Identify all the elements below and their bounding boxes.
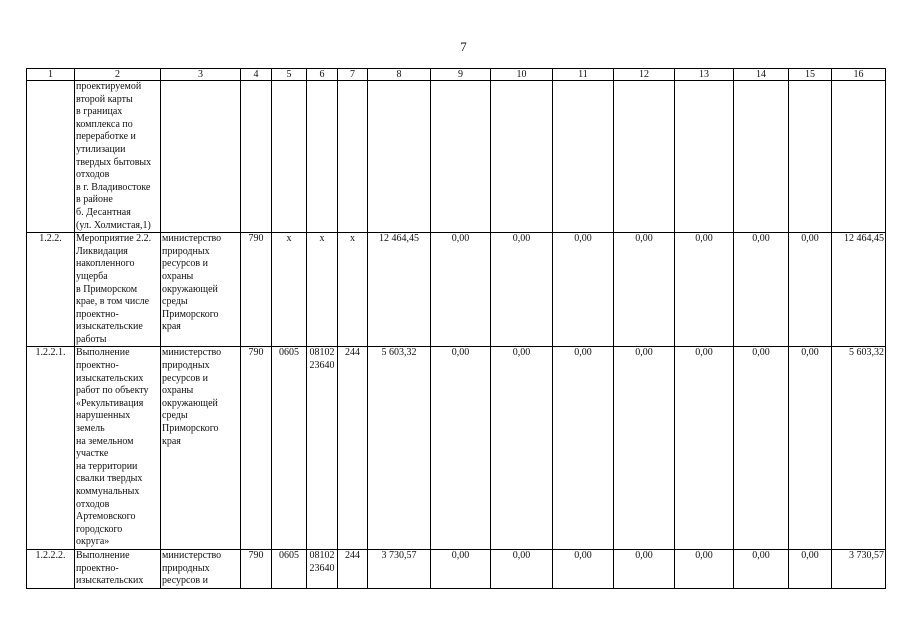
cell-value: 244 [338,549,368,588]
cell-value: 5 603,32 [368,347,431,550]
cell-value: 0,00 [734,347,789,550]
row-code [27,81,75,233]
table-row [27,347,886,550]
column-header: 1 [27,69,75,81]
cell-value: 0,00 [789,347,832,550]
cell-value: 0,00 [491,549,553,588]
column-header: 4 [241,69,272,81]
cell-value [241,81,272,233]
table-row [27,81,886,233]
row-code: 1.2.2.1. [27,347,75,550]
row-description: Мероприятие 2.2. Ликвидация накопленного ущерба в Приморском крае, в том числе проектно- изыскательские работы [75,233,161,347]
cell-value [553,81,614,233]
cell-value: 790 [241,549,272,588]
row-description: Выполнение проектно- изыскательских работ по объекту «Рекультивация нарушенных земель на земельном участке на территории свалки твердых коммунальных отходов Артемовского городского округа» [75,347,161,550]
cell-value: 08102 23640 [307,347,338,550]
cell-value: 0,00 [614,233,675,347]
cell-value: 0,00 [789,233,832,347]
column-header: 2 [75,69,161,81]
cell-value [338,81,368,233]
table-header-row [27,69,886,81]
column-header: 16 [832,69,886,81]
cell-value: 3 730,57 [368,549,431,588]
row-description: проектируемой второй карты в границах комплекса по переработке и утилизации твердых бытовых отходов в г. Владивостоке в районе б. Десантная (ул. Холмистая,1) [75,81,161,233]
column-header: 7 [338,69,368,81]
row-executor: министерство природных ресурсов и охраны окружающей среды Приморского края [161,347,241,550]
cell-value: 0,00 [734,549,789,588]
column-header: 12 [614,69,675,81]
cell-value [675,81,734,233]
column-header: 10 [491,69,553,81]
budget-table [26,68,886,589]
cell-value [307,81,338,233]
cell-value: 0,00 [789,549,832,588]
column-header: 14 [734,69,789,81]
cell-value [368,81,431,233]
cell-value: 0,00 [675,233,734,347]
column-header: 5 [272,69,307,81]
table-row [27,233,886,347]
row-code: 1.2.2.2. [27,549,75,588]
cell-value: 0605 [272,549,307,588]
cell-value: 12 464,45 [832,233,886,347]
column-header: 3 [161,69,241,81]
cell-value: х [307,233,338,347]
cell-value: х [338,233,368,347]
cell-value: 0605 [272,347,307,550]
row-description: Выполнение проектно- изыскательских [75,549,161,588]
cell-value: 790 [241,347,272,550]
column-header: 11 [553,69,614,81]
cell-value: 0,00 [553,549,614,588]
cell-value: 0,00 [431,233,491,347]
column-header: 6 [307,69,338,81]
cell-value: 0,00 [553,347,614,550]
cell-value: 0,00 [553,233,614,347]
row-executor: министерство природных ресурсов и [161,549,241,588]
column-header: 13 [675,69,734,81]
column-header: 15 [789,69,832,81]
cell-value: 12 464,45 [368,233,431,347]
cell-value: 790 [241,233,272,347]
cell-value: 0,00 [491,233,553,347]
cell-value [734,81,789,233]
cell-value: 0,00 [491,347,553,550]
cell-value: 5 603,32 [832,347,886,550]
cell-value: 244 [338,347,368,550]
row-executor [161,81,241,233]
table-row [27,549,886,588]
cell-value: 0,00 [614,347,675,550]
cell-value: 0,00 [431,347,491,550]
row-executor: министерство природных ресурсов и охраны окружающей среды Приморского края [161,233,241,347]
cell-value [832,81,886,233]
column-header: 9 [431,69,491,81]
cell-value: 3 730,57 [832,549,886,588]
cell-value: х [272,233,307,347]
cell-value: 08102 23640 [307,549,338,588]
cell-value [431,81,491,233]
cell-value [272,81,307,233]
cell-value [491,81,553,233]
cell-value: 0,00 [734,233,789,347]
cell-value: 0,00 [675,549,734,588]
column-header: 8 [368,69,431,81]
cell-value [789,81,832,233]
row-code: 1.2.2. [27,233,75,347]
cell-value: 0,00 [431,549,491,588]
cell-value: 0,00 [675,347,734,550]
page-number: 7 [460,39,467,54]
cell-value [614,81,675,233]
cell-value: 0,00 [614,549,675,588]
